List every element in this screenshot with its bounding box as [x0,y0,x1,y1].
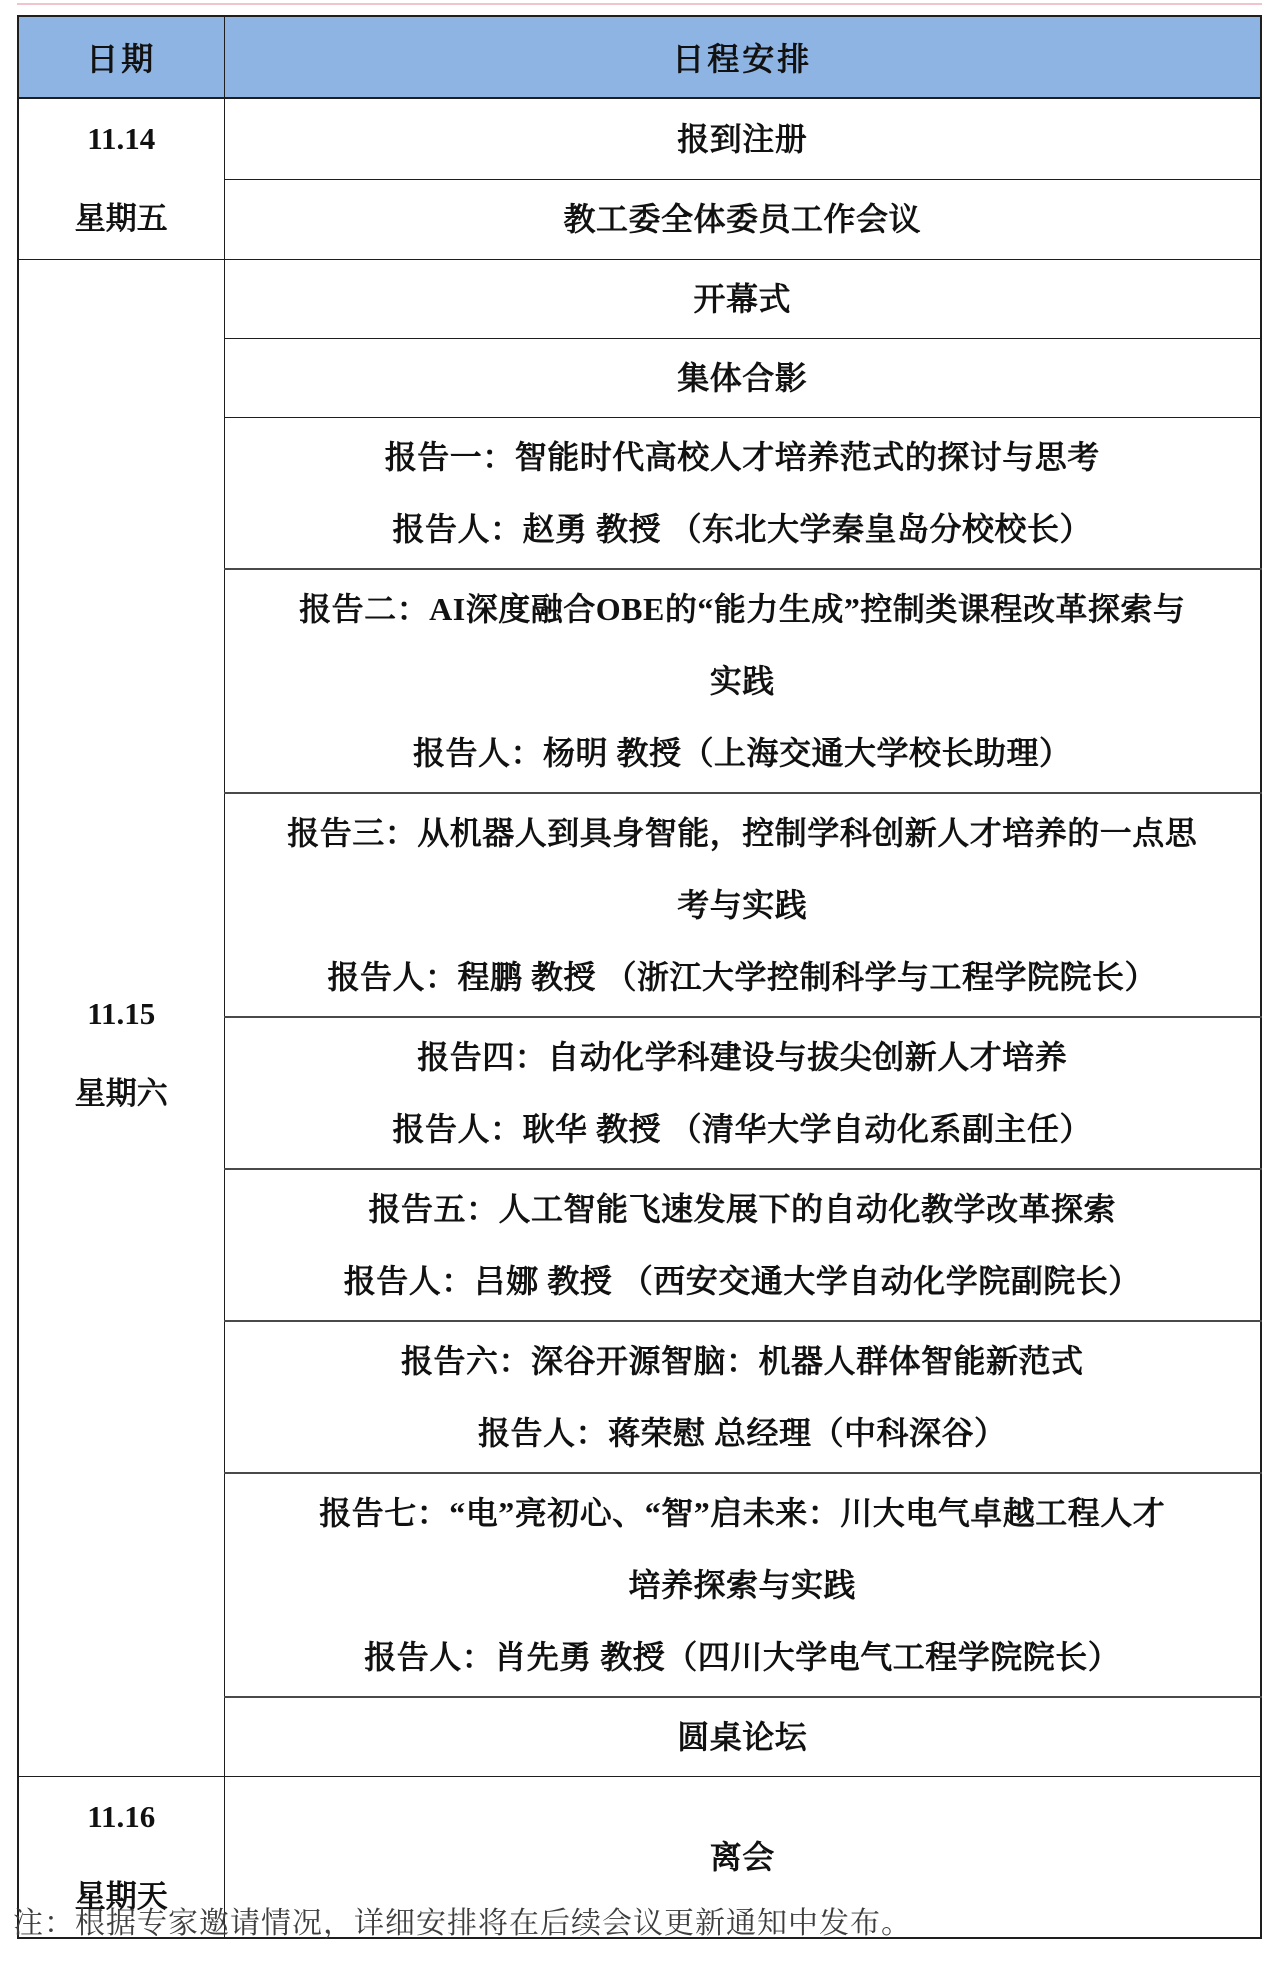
schedule-table-wrap [17,15,1262,1939]
schedule-line: 报到注册 [677,120,808,157]
schedule-line: 报告人：杨明 教授（上海交通大学校长助理） [412,735,1072,771]
schedule-line: 报告一：智能时代高校人才培养范式的探讨与思考 [384,439,1100,475]
schedule-cell [224,98,1261,179]
schedule-line: 报告人：肖先勇 教授（四川大学电气工程学院院长） [364,1639,1121,1675]
schedule-line: 开幕式 [693,281,791,317]
schedule-cell [224,179,1261,260]
schedule-line: 报告五：人工智能飞速发展下的自动化教学改革探索 [368,1191,1116,1227]
table-row [18,260,1261,339]
day-cell [18,98,224,260]
schedule-cell [224,1017,1261,1169]
schedule-cell [224,1321,1261,1473]
schedule-line: 报告人：耿华 教授 （清华大学自动化系副主任） [392,1111,1092,1147]
schedule-cell [224,1473,1261,1697]
schedule-cell [224,418,1261,570]
schedule-line: 报告人：赵勇 教授 （东北大学秦皇岛分校校长） [392,511,1092,547]
schedule-table [17,15,1262,1939]
schedule-line: 报告六：深谷开源智脑：机器人群体智能新范式 [400,1343,1084,1379]
schedule-line: 报告四：自动化学科建设与拔尖创新人才培养 [417,1039,1068,1075]
schedule-cell [224,793,1261,1017]
schedule-line: 报告七：“电”亮初心、“智”启未来：川大电气卓越工程人才 [319,1495,1166,1531]
day-inner [27,974,216,1134]
schedule-line: 报告人：吕娜 教授 （西安交通大学自动化学院副院长） [343,1263,1141,1299]
schedule-cell [224,1697,1261,1777]
top-accent-line [17,3,1262,5]
table-row [18,98,1261,179]
schedule-line: 报告人：程鹏 教授 （浙江大学控制科学与工程学院院长） [327,959,1157,995]
schedule-line: 培养探索与实践 [628,1567,856,1603]
schedule-line: 圆桌论坛 [677,1719,808,1755]
schedule-line: 集体合影 [677,360,808,396]
schedule-line: 教工委全体委员工作会议 [563,201,921,238]
schedule-line: 报告二：AI深度融合OBE的“能力生成”控制类课程改革探索与 [299,591,1186,627]
day-weekday: 星期天 [74,1879,168,1914]
schedule-line: 报告三：从机器人到具身智能，控制学科创新人才培养的一点思 [287,815,1198,851]
day-weekday: 星期五 [74,201,168,236]
day-weekday: 星期六 [74,1076,168,1111]
day-date: 11.16 [87,1799,156,1834]
schedule-cell [224,260,1261,339]
table-header-row [18,16,1261,98]
day-date: 11.15 [87,996,156,1031]
schedule-line: 实践 [709,663,775,699]
day-date: 11.14 [87,121,156,156]
header-date: 日期 [18,16,224,98]
schedule-line: 报告人：蒋荣慰 总经理（中科深谷） [477,1415,1007,1451]
schedule-cell [224,1169,1261,1321]
schedule-cell [224,339,1261,418]
schedule-line: 离会 [709,1839,775,1875]
day-inner [27,99,216,259]
day-cell [18,260,224,1777]
schedule-cell [224,569,1261,793]
schedule-line: 考与实践 [677,887,808,923]
header-agenda: 日程安排 [224,16,1261,98]
schedule-body [18,98,1261,1938]
footer-note: 注：根据专家邀请情况，详细安排将在后续会议更新通知中发布。 [13,1907,912,1940]
